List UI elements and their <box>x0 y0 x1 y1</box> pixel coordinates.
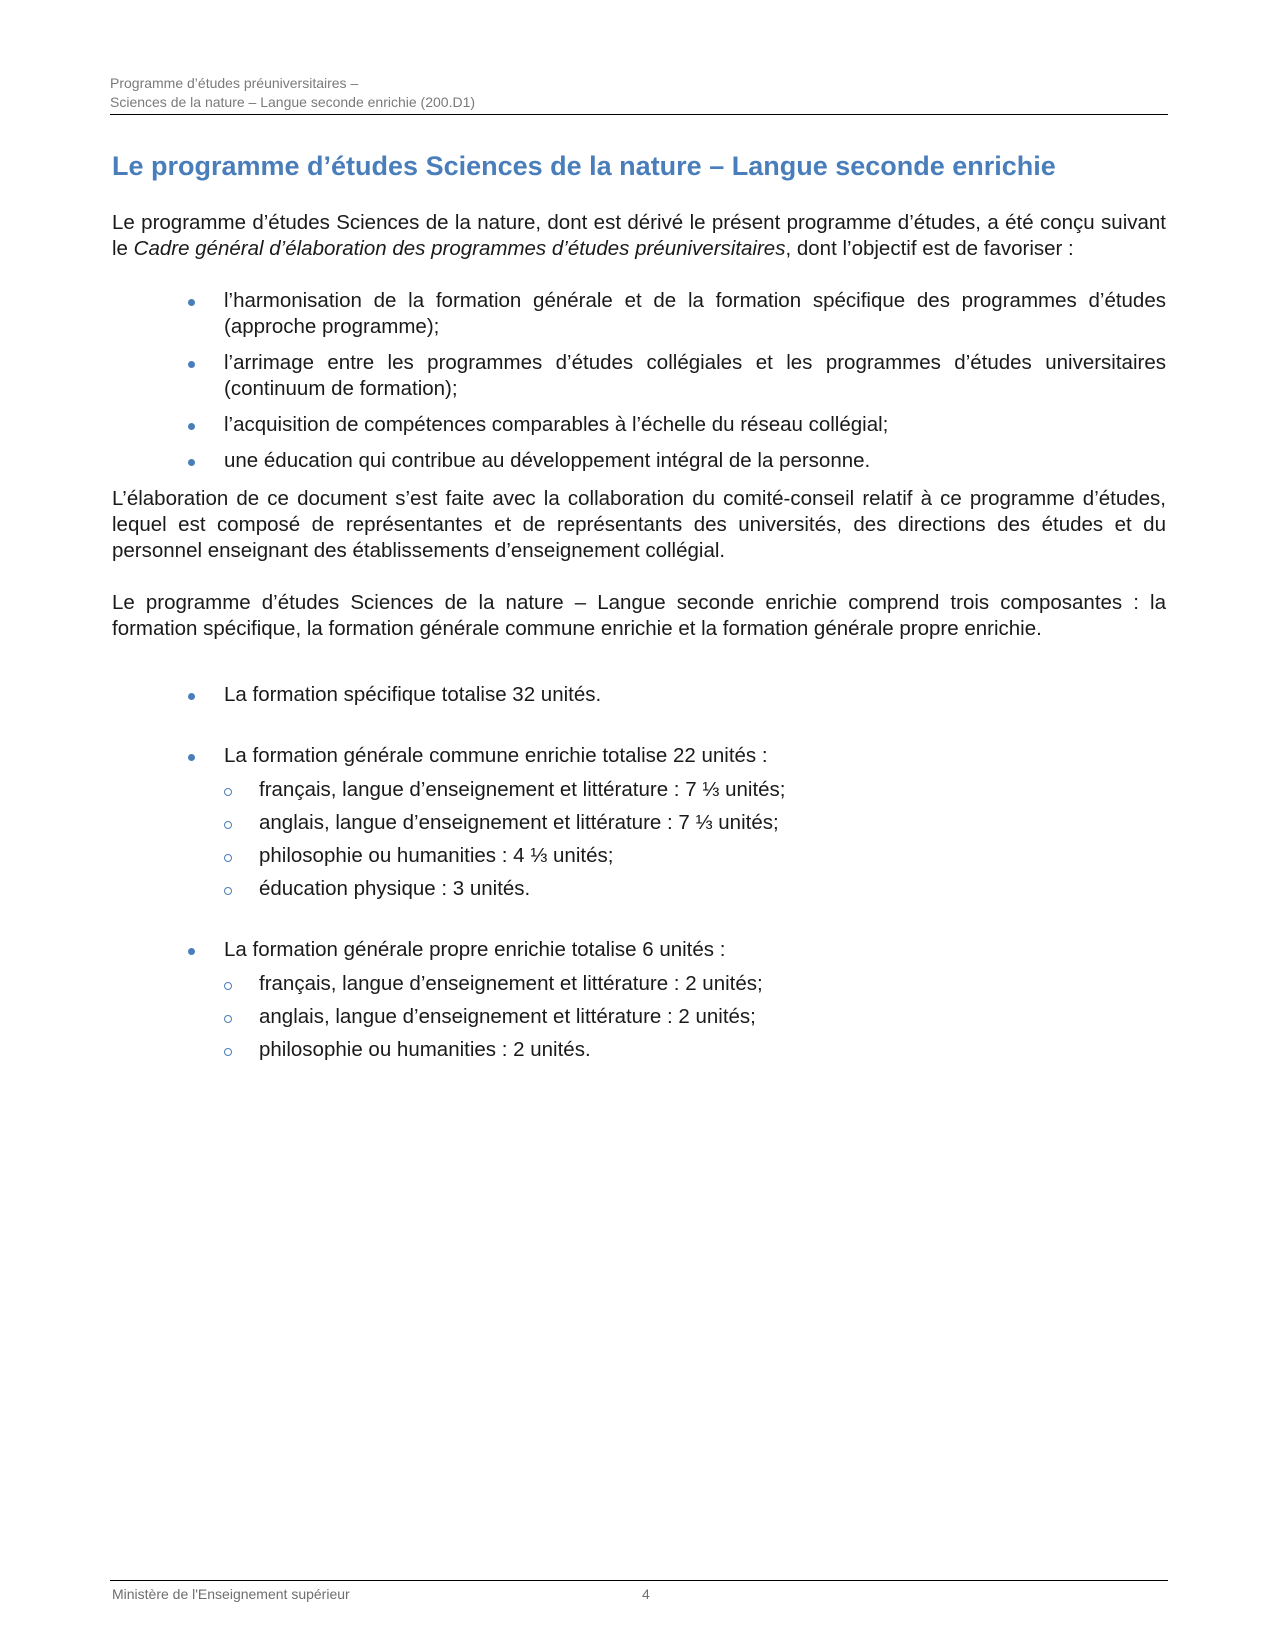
sub-item-text: philosophie ou humanities : 2 unités. <box>259 1038 591 1061</box>
objective-text: l’acquisition de compétences comparables à l’échelle du réseau collégial; <box>224 413 889 436</box>
bullet-icon <box>188 693 195 700</box>
specific-training-label: La formation spécifique totalise 32 unités. <box>224 683 602 706</box>
proper-training-item <box>224 937 1166 1063</box>
sub-item-text: français, langue d’enseignement et littérature : 2 unités; <box>259 972 763 995</box>
bullet-icon <box>188 299 195 306</box>
intro-paragraph <box>112 210 1166 262</box>
common-training-item <box>224 743 1166 902</box>
footer-ministry: Ministère de l'Enseignement supérieur <box>112 1586 350 1602</box>
objective-text: une éducation qui contribue au développement intégral de la personne. <box>224 449 871 472</box>
circle-bullet-icon <box>224 1015 232 1023</box>
intro-text-after: , dont l’objectif est de favoriser : <box>785 237 1074 260</box>
bullet-icon <box>188 361 195 368</box>
proper-training-label: La formation générale propre enrichie totalise 6 unités : <box>224 938 726 961</box>
sub-item-text: français, langue d’enseignement et littérature : 7 ⅓ unités; <box>259 778 786 801</box>
objective-text: l’harmonisation de la formation générale et de la formation spécifique des programmes d’études (approche programme); <box>224 289 1166 338</box>
header-line-2: Sciences de la nature – Langue seconde enrichie (200.D1) <box>110 94 476 110</box>
bullet-icon <box>188 423 195 430</box>
circle-bullet-icon <box>224 887 232 895</box>
objective-item <box>224 448 1166 474</box>
objective-text: l’arrimage entre les programmes d’études collégiales et les programmes d’études universitaires (continuum de formation); <box>224 351 1166 400</box>
sub-item <box>259 971 1166 997</box>
common-training-sublist <box>224 777 1166 902</box>
objectives-list <box>112 288 1166 474</box>
circle-bullet-icon <box>224 854 232 862</box>
sub-item <box>259 777 1166 803</box>
sub-item <box>259 810 1166 836</box>
objective-item <box>224 412 1166 438</box>
proper-training-sublist <box>224 971 1166 1063</box>
common-training-label: La formation générale commune enrichie totalise 22 unités : <box>224 744 768 767</box>
page-title: Le programme d’études Sciences de la nature – Langue seconde enrichie <box>112 151 1056 181</box>
sub-item <box>259 843 1166 869</box>
specific-training-item <box>224 682 1166 708</box>
sub-item <box>259 1037 1166 1063</box>
header-line-1: Programme d’études préuniversitaires – <box>110 75 359 91</box>
page-number: 4 <box>642 1586 650 1602</box>
page-footer <box>110 1580 1168 1605</box>
intro-text-before: Le programme d’études Sciences de la nature, dont est dérivé le présent programme d’études, a été conçu suivant le <box>112 211 1166 260</box>
circle-bullet-icon <box>224 1048 232 1056</box>
collaboration-paragraph: L’élaboration de ce document s’est faite avec la collaboration du comité-conseil relatif à ce programme d’études, lequel est composé de représentantes et de représentants des universités, des directions des études et du personnel enseignant des établissements d’enseignement collégial. <box>112 487 1166 562</box>
sub-item-text: anglais, langue d’enseignement et littérature : 7 ⅓ unités; <box>259 811 779 834</box>
bullet-icon <box>188 754 195 761</box>
sub-item-text: anglais, langue d’enseignement et littérature : 2 unités; <box>259 1005 756 1028</box>
objective-item <box>224 288 1166 340</box>
sub-item <box>259 876 1166 902</box>
bullet-icon <box>188 459 195 466</box>
circle-bullet-icon <box>224 788 232 796</box>
page-header <box>110 74 1168 115</box>
intro-framework-title: Cadre général d’élaboration des programmes d’études préuniversitaires <box>133 237 786 260</box>
objective-item <box>224 350 1166 402</box>
bullet-icon <box>188 948 195 955</box>
circle-bullet-icon <box>224 821 232 829</box>
main-content <box>112 148 1166 1098</box>
circle-bullet-icon <box>224 982 232 990</box>
components-paragraph: Le programme d’études Sciences de la nature – Langue seconde enrichie comprend trois composantes : la formation spécifique, la formation générale commune enrichie et la formation générale propre enrichie. <box>112 591 1166 640</box>
components-list <box>112 682 1166 1063</box>
sub-item-text: philosophie ou humanities : 4 ⅓ unités; <box>259 844 614 867</box>
sub-item-text: éducation physique : 3 unités. <box>259 877 531 900</box>
sub-item <box>259 1004 1166 1030</box>
